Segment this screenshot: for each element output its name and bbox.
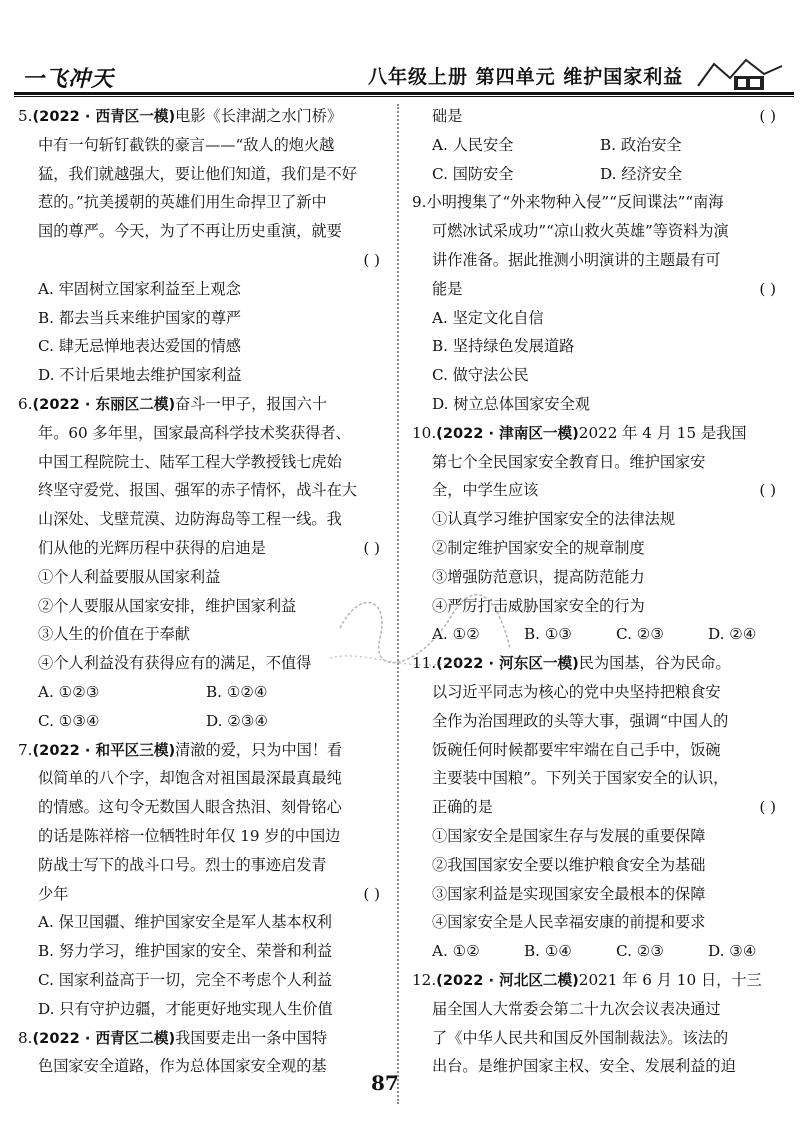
text-line — [18, 246, 390, 275]
question-text: ④严厉打击威胁国家安全的行为 — [432, 596, 645, 615]
question-text: ①国家安全是国家生存与发展的重要保障 — [432, 826, 706, 845]
question-text: 届全国人大常委会第二十九次会议表决通过 — [432, 999, 721, 1018]
answer-option: B. ①③ — [524, 625, 573, 644]
question-text: 们从他的光辉历程中获得的启迪是 — [38, 538, 266, 557]
answer-option: D. ②③④ — [206, 711, 269, 730]
text-line — [18, 764, 390, 793]
answer-option: B. ①④ — [524, 942, 573, 961]
text-line — [18, 448, 390, 477]
text-line — [412, 160, 786, 189]
text-line — [412, 217, 786, 246]
question-text: 年。60 多年里，国家最高科学技术奖获得者、 — [38, 423, 351, 442]
question-text: ②我国国家安全要以维护粮食安全为基础 — [432, 855, 706, 874]
question-text: 清澈的爱，只为中国！看 — [175, 740, 343, 759]
text-line — [412, 995, 786, 1024]
question-source: (2022 · 和平区三模) — [32, 741, 176, 759]
text-line — [412, 332, 786, 361]
text-line — [412, 822, 786, 851]
question-text: 以习近平同志为核心的党中央坚持把粮食安 — [432, 682, 721, 701]
text-line — [18, 908, 390, 937]
text-line — [18, 361, 390, 390]
question-text: 奋斗一甲子，报国六十 — [175, 394, 328, 413]
question-number: 10. — [412, 423, 437, 442]
question-text: 可燃冰试采成功”“凉山救火英雄”等资料为演 — [432, 222, 729, 241]
unit-title: 八年级上册 第四单元 维护国家利益 — [368, 66, 684, 88]
answer-option: B. 政治安全 — [600, 135, 682, 154]
question-text: 饭碗任何时候都要牢牢端在自己手中，饭碗 — [432, 740, 721, 759]
question-text: D. 只有守护边疆，才能更好地实现人生价值 — [38, 999, 333, 1018]
text-line — [412, 188, 786, 217]
text-line — [18, 188, 390, 217]
text-line — [18, 736, 390, 765]
answer-option: C. ②③ — [616, 625, 664, 644]
text-line — [412, 131, 786, 160]
question-number: 12. — [412, 970, 437, 989]
answer-option: C. ②③ — [616, 942, 664, 961]
answer-option: A. ①② — [432, 625, 480, 644]
question-number: 5. — [18, 107, 33, 125]
question-text: 国的尊严。今天，为了不再让历史重演，就要 — [38, 222, 342, 241]
question-number: 6. — [18, 394, 33, 413]
question-text: C. 做守法公民 — [432, 366, 529, 385]
series-logo: 一飞冲天 — [22, 67, 115, 92]
question-text: B. 坚持绿色发展道路 — [432, 337, 575, 356]
text-line — [412, 736, 786, 765]
text-line — [18, 275, 390, 304]
text-line — [18, 476, 390, 505]
question-number: 11. — [412, 654, 437, 673]
question-source: (2022 · 河北区二模) — [436, 971, 579, 989]
text-line — [412, 448, 786, 477]
question-text: 中有一句斩钉截铁的豪言——“敌人的炮火越 — [38, 135, 335, 154]
text-line — [412, 246, 786, 275]
question-text: ①认真学习维护国家安全的法律法规 — [432, 510, 675, 529]
question-text: C. 国家利益高于一切，完全不考虑个人利益 — [38, 970, 333, 989]
answer-blank: ( ) — [759, 279, 776, 298]
answer-blank: ( ) — [759, 798, 776, 817]
question-text: 出台。是维护国家主权、安全、发展利益的迫 — [432, 1057, 736, 1076]
answer-option: D. ②④ — [708, 625, 757, 644]
text-line — [18, 822, 390, 851]
answer-option: A. 人民安全 — [432, 135, 514, 154]
answer-blank: ( ) — [363, 538, 380, 557]
text-line — [18, 304, 390, 333]
question-text: 惹的。”抗美援朝的英雄们用生命捍卫了新中 — [38, 193, 327, 212]
question-number: 9. — [412, 193, 427, 212]
question-text: D. 不计后果地去维护国家利益 — [38, 366, 242, 385]
page-number: 87 — [371, 1071, 399, 1095]
question-text: 的情感。这句令无数国人眼含热泪、刻骨铭心 — [38, 798, 342, 817]
text-line — [412, 966, 786, 995]
question-text: B. 努力学习，维护国家的安全、荣誉和利益 — [38, 942, 333, 961]
text-line — [18, 217, 390, 246]
text-line — [412, 534, 786, 563]
question-text: ②制定维护国家安全的规章制度 — [432, 538, 645, 557]
text-line — [412, 937, 786, 966]
header-rule-thin — [14, 96, 794, 97]
answer-blank: ( ) — [363, 250, 380, 269]
question-text: 民为国基，谷为民命。 — [578, 654, 731, 673]
question-text: 我国要走出一条中国特 — [175, 1028, 328, 1047]
question-text: 山深处、戈壁荒漠、边防海岛等工程一线。我 — [38, 510, 342, 529]
question-number: 7. — [18, 740, 33, 759]
text-line — [18, 1052, 390, 1081]
text-line — [412, 275, 786, 304]
question-text: 正确的是 — [432, 798, 493, 817]
question-text: 能是 — [432, 279, 463, 298]
question-source: (2022 · 东丽区二模) — [32, 395, 176, 413]
text-line — [18, 102, 390, 131]
text-line — [412, 793, 786, 822]
text-line — [412, 505, 786, 534]
question-text: 第七个全民国家安全教育日。维护国家安 — [432, 452, 706, 471]
question-text: 2021 年 6 月 10 日，十三 — [578, 970, 762, 989]
question-number: 8. — [18, 1028, 33, 1047]
answer-option: D. ③④ — [708, 942, 757, 961]
question-text: B. 都去当兵来维护国家的尊严 — [38, 308, 242, 327]
text-line — [18, 937, 390, 966]
text-line — [412, 851, 786, 880]
answer-option: A. ①②③ — [38, 682, 100, 701]
question-text: ②个人要服从国家安排，维护国家利益 — [38, 596, 297, 615]
answer-option: B. ①②④ — [206, 682, 268, 701]
question-text: 的话是陈祥榕一位牺牲时年仅 19 岁的中国边 — [38, 826, 341, 845]
question-text: 似简单的八个字，却饱含对祖国最深最真最纯 — [38, 769, 342, 788]
text-line — [18, 851, 390, 880]
text-line — [18, 332, 390, 361]
question-text: 2022 年 4 月 15 是我国 — [578, 423, 747, 442]
question-text: ③增强防范意识，提高防范能力 — [432, 567, 645, 586]
text-line — [18, 995, 390, 1024]
question-text: 讲作准备。据此推测小明演讲的主题最有可 — [432, 250, 721, 269]
text-line — [412, 419, 786, 448]
answer-option: A. ①② — [432, 942, 480, 961]
question-text: 小明搜集了“外来物种入侵”“反间谍法”“南海 — [426, 193, 724, 212]
text-line — [412, 361, 786, 390]
page-header — [0, 0, 800, 98]
text-line — [18, 131, 390, 160]
question-text: ③人生的价值在于奉献 — [38, 625, 190, 644]
question-text: 防战士写下的战斗口号。烈士的事迹启发青 — [38, 855, 327, 874]
answer-blank: ( ) — [363, 884, 380, 903]
answer-option: C. 国防安全 — [432, 164, 514, 183]
text-line — [412, 764, 786, 793]
text-line — [18, 966, 390, 995]
question-text: ④个人利益没有获得应有的满足，不值得 — [38, 654, 312, 673]
question-source: (2022 · 津南区一模) — [436, 424, 579, 442]
question-text: 全，中学生应该 — [432, 481, 539, 500]
question-text: 全作为治国理政的头等大事，强调“中国人的 — [432, 711, 729, 730]
text-line — [18, 707, 390, 736]
text-line — [412, 908, 786, 937]
text-line — [18, 505, 390, 534]
question-text: A. 牢固树立国家利益至上观念 — [38, 279, 241, 298]
header-ornament-icon — [694, 56, 786, 92]
text-line — [412, 304, 786, 333]
text-line — [412, 1052, 786, 1081]
handwritten-scribble — [300, 568, 530, 688]
text-line — [412, 102, 786, 131]
text-line — [412, 707, 786, 736]
question-text: 电影《长津湖之水门桥》 — [175, 107, 343, 125]
question-text: ④国家安全是人民幸福安康的前提和要求 — [432, 913, 706, 932]
header-rule — [14, 92, 794, 95]
answer-option: D. 经济安全 — [600, 164, 683, 183]
question-text: 础是 — [432, 107, 463, 125]
question-text: 猛，我们就越强大，要让他们知道，我们是不好 — [38, 164, 357, 183]
text-line — [412, 880, 786, 909]
text-line — [412, 390, 786, 419]
question-text: D. 树立总体国家安全观 — [432, 394, 590, 413]
question-text: ①个人利益要服从国家利益 — [38, 567, 221, 586]
text-line — [18, 390, 390, 419]
question-source: (2022 · 河东区一模) — [436, 655, 579, 673]
question-text: 色国家安全道路，作为总体国家安全观的基 — [38, 1057, 327, 1076]
text-line — [412, 476, 786, 505]
answer-option: C. ①③④ — [38, 711, 100, 730]
question-text: ③国家利益是实现国家安全最根本的保障 — [432, 884, 706, 903]
text-line — [18, 419, 390, 448]
answer-blank: ( ) — [759, 481, 776, 500]
text-line — [18, 534, 390, 563]
text-line — [18, 160, 390, 189]
question-source: (2022 · 西青区二模) — [32, 1029, 176, 1047]
question-text: A. 保卫国疆、维护国家安全是军人基本权利 — [38, 913, 332, 932]
question-source: (2022 · 西青区一模) — [32, 108, 176, 125]
question-text: 了《中华人民共和国反外国制裁法》。该法的 — [432, 1028, 729, 1047]
text-line — [18, 793, 390, 822]
question-text: 终坚守爱党、报国、强军的赤子情怀，战斗在大 — [38, 481, 357, 500]
text-line — [18, 880, 390, 909]
text-line — [18, 1024, 390, 1053]
question-text: 主要装中国粮”。下列关于国家安全的认识， — [432, 769, 729, 788]
question-text: A. 坚定文化自信 — [432, 308, 544, 327]
text-line — [412, 1024, 786, 1053]
answer-blank: ( ) — [759, 107, 776, 125]
question-text: 少年 — [38, 884, 69, 903]
question-text: 中国工程院院士、陆军工程大学教授钱七虎始 — [38, 452, 342, 471]
question-text: C. 肆无忌惮地表达爱国的情感 — [38, 337, 241, 356]
